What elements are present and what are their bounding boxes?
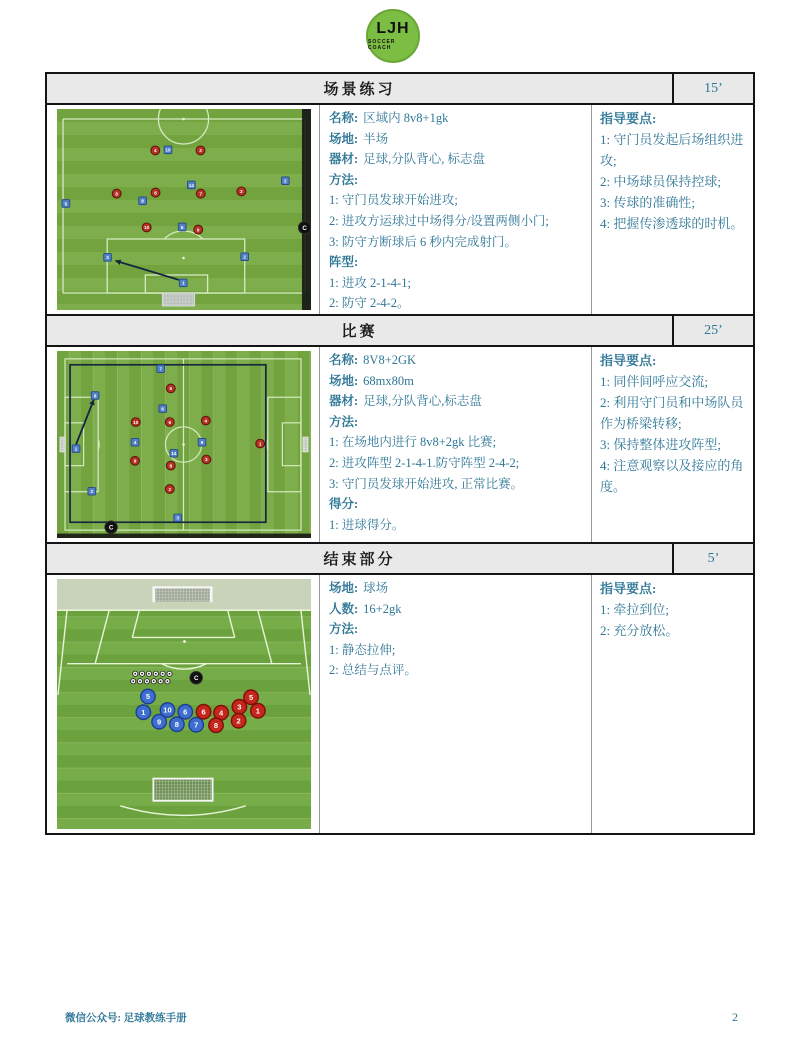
logo-title: LJH [376,20,410,37]
svg-text:10: 10 [165,147,171,153]
info-line: 人数: 16+2gk [329,601,402,616]
goal-net [162,293,194,306]
coaching-points [592,347,753,542]
footer-text: 微信公众号: 足球教练手册 [65,1013,187,1024]
svg-text:3: 3 [205,457,208,463]
section-header-3 [47,544,753,575]
page-number: 2 [732,1010,738,1024]
point-line: 3: 传球的准确性; [600,195,695,210]
svg-text:8: 8 [115,191,118,197]
field-diagram-half-pitch [47,105,320,314]
svg-text:2: 2 [284,178,287,184]
svg-text:6: 6 [201,707,206,717]
point-line: 4: 把握传渗透球的时机。 [600,216,744,231]
point-line: 指导要点: [600,111,657,126]
info-line: 1: 进球得分。 [329,517,405,532]
half-pitch-svg [57,109,311,310]
svg-text:C: C [108,524,114,532]
session-plan-table [45,72,755,835]
svg-text:C: C [193,675,199,683]
svg-text:2: 2 [243,254,246,260]
info-line: 2: 防守 2-4-2。 [329,296,410,311]
svg-text:1: 1 [181,280,185,286]
section-title: 结束部分 [323,552,396,568]
field-diagram-cooldown [47,575,320,833]
svg-text:1: 1 [141,707,146,717]
info-line: 名称: 区域内 8v8+1gk [329,111,449,125]
svg-text:8: 8 [213,720,219,730]
info-line: 3: 防守方断球后 6 秒内完成射门。 [329,234,517,249]
svg-text:8: 8 [93,393,97,399]
info-line: 器材: 足球,分队背心,标志盘 [329,394,482,409]
svg-text:7: 7 [194,720,199,730]
point-line: 1: 牵拉到位; [600,602,669,617]
svg-text:5: 5 [169,386,173,392]
point-line: 1: 守门员发起后场组织进攻; [600,132,744,168]
svg-text:1: 1 [258,441,262,447]
svg-text:4: 4 [154,148,157,154]
svg-text:4: 4 [218,708,224,718]
svg-text:3: 3 [106,255,109,261]
full-pitch-svg [57,351,311,538]
point-line: 指导要点: [600,581,657,596]
svg-text:7: 7 [199,191,203,197]
svg-text:4: 4 [204,418,208,424]
logo-subtitle: SOCCER COACH [368,39,396,51]
svg-text:3: 3 [199,148,202,154]
svg-text:8: 8 [141,198,144,204]
goal-net [60,437,65,452]
point-line: 2: 充分放松。 [600,623,679,638]
svg-text:14: 14 [188,182,194,188]
info-line: 名称: 8V8+2GK [329,353,417,367]
svg-text:14: 14 [171,451,177,457]
info-line: 2: 进攻方运球过中场得分/设置两侧小门; [329,213,549,228]
svg-text:2: 2 [90,489,94,495]
info-line: 1: 静态拉伸; [329,642,396,657]
info-line: 方法: [329,622,359,637]
section-body-3 [47,575,753,833]
section-header-2 [47,316,753,347]
svg-text:9: 9 [196,227,200,233]
info-line: 1: 在场地内进行 8v8+2gk 比赛; [329,435,497,450]
far-goal-net [153,588,212,602]
svg-text:1: 1 [255,706,261,716]
info-line: 2: 总结与点评。 [329,663,417,678]
info-line: 1: 守门员发球开始进攻; [329,193,458,208]
section-title: 场景练习 [323,82,396,98]
svg-text:10: 10 [163,705,172,715]
svg-text:9: 9 [200,440,204,446]
section-body-1 [47,105,753,316]
svg-text:2: 2 [240,189,243,195]
page-footer [65,1010,738,1025]
svg-text:2: 2 [168,486,172,492]
info-line: 3: 守门员发球开始进攻, 正常比赛。 [329,476,524,491]
svg-text:8: 8 [174,719,179,729]
point-line: 指导要点: [600,353,657,368]
svg-text:10: 10 [133,419,139,425]
point-line: 2: 中场球员保持控球; [600,174,721,189]
svg-text:5: 5 [248,692,254,702]
svg-text:3: 3 [176,515,179,521]
svg-text:2: 2 [236,716,241,726]
point-line: 3: 保持整体进攻阵型; [600,437,721,452]
svg-text:9: 9 [133,458,137,464]
svg-text:6: 6 [168,419,172,425]
info-line: 方法: [329,414,359,429]
svg-text:6: 6 [161,406,164,412]
info-line: 场地: 半场 [329,131,389,146]
svg-text:7: 7 [159,366,162,372]
coaching-points [592,105,753,314]
info-line: 场地: 68mx80m [329,373,414,388]
section-duration: 15’ [672,74,753,103]
section-header-1 [47,74,753,105]
svg-text:6: 6 [183,707,188,717]
info-line: 阵型: [329,255,359,270]
info-line: 方法: [329,172,359,187]
logo [366,9,420,63]
svg-text:1: 1 [74,446,78,452]
info-line: 2: 进攻阵型 2-1-4-1.防守阵型 2-4-2; [329,455,520,470]
field-diagram-full-pitch [47,347,320,542]
info-line: 得分: [329,497,359,512]
cooldown-scene-svg [57,579,311,829]
coaching-points [592,575,753,833]
drill-info [320,575,592,833]
info-line: 器材: 足球,分队背心, 标志盘 [329,152,486,167]
section-body-2 [47,347,753,544]
svg-text:5: 5 [64,201,68,207]
point-line: 4: 注意观察以及接应的角度。 [600,458,744,494]
drill-info [320,347,592,542]
info-line: 场地: 球场 [329,581,389,595]
section-title: 比赛 [341,324,378,340]
svg-text:9: 9 [157,717,162,727]
section-duration: 25’ [672,316,753,345]
near-goal-net [153,779,212,801]
point-line: 1: 同伴间呼应交流; [600,374,708,389]
section-duration: 5’ [672,544,753,573]
svg-text:C: C [302,224,307,232]
svg-text:6: 6 [154,190,157,196]
drill-info [320,105,592,314]
info-line: 1: 进攻 2-1-4-1; [329,275,411,290]
svg-text:5: 5 [145,692,151,702]
goal-net [303,437,308,452]
svg-text:10: 10 [144,225,150,231]
svg-text:8: 8 [169,463,173,469]
point-line: 2: 利用守门员和中场队员作为桥梁转移; [600,395,744,431]
svg-text:6: 6 [180,224,184,230]
svg-text:4: 4 [133,440,137,446]
svg-text:3: 3 [237,702,242,712]
